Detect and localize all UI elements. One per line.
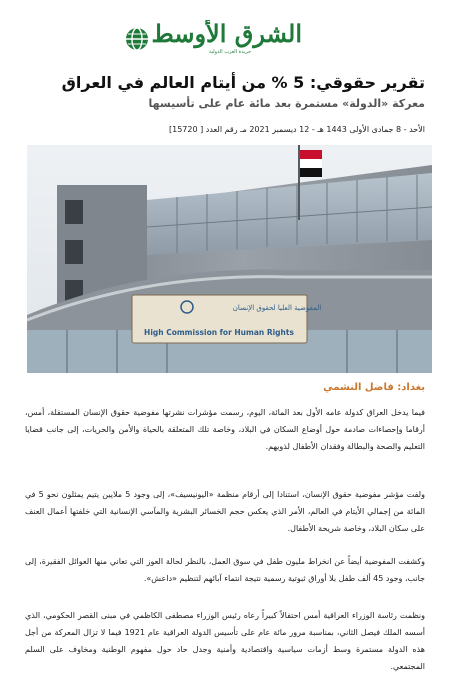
sign-english-text: High Commission for Human Rights [144,328,294,337]
article-byline: بغداد: فاضل النشمي [323,382,425,393]
globe-logo-icon [124,26,150,52]
newspaper-logo: الشرق الأوسط [152,20,302,48]
article-paragraph: ونظمت رئاسة الوزراء العراقية أمس احتفالاً كبيراً رعاه رئيس الوزراء مصطفى الكاظمي في مبنى القصر الحكومي، الذي أسسه الملك فيصل الثاني، بمناسبة مرور مائة عام على تأسيس الدولة العراقية عام 1921 فيما لا تزال المعركة من أجل هذه الدولة مستمرة وسط أزمات سياسية واقتصادية وأمنية وجدل حاد حول مفهوم الوطنية ومخاوف على السلم المجتمعي. [25,611,425,671]
sign-arabic-text: المفوضية العليا لحقوق الإنسان [232,304,322,312]
article-subheadline: معركة «الدولة» مستمرة بعد مائة عام على تأسيسها [148,97,425,110]
newspaper-tagline: جريدة العرب الدولية [208,49,252,55]
article-dateline: الأحد - 8 جمادى الأولى 1443 هـ - 12 ديسمبر 2021 مـ رقم العدد [ 15720] [168,125,425,134]
article-paragraph: فيما يدخل العراق كدولة عامه الأول بعد المائة، اليوم، رسمت مؤشرات نشرتها مفوضية حقوق الإنسان المستقلة، أمس، أرقاما وإحصاءات صادمة حول أوضاع السكان في البلاد، وخاصة تلك المتعلقة بالحياة والأمن والحريات، إلى جانب قضايا التعليم والصحة والبطالة وفقدان الأطفال لذويهم. [25,408,425,451]
masthead [0,18,455,56]
article-headline: تقرير حقوقي: 5 % من أيتام العالم في العراق [61,73,425,92]
article-photo [27,145,432,373]
article-paragraph: ولفت مؤشر مفوضية حقوق الإنسان، استنادا إلى أرقام منظمة «اليونيسيف»، إلى وجود 5 ملايين يتيم يمثلون نحو 5 في المائة من إجمالي الأيتام في العالم، الأمر الذي يعكس حجم الخسائر البشرية والمآسي الإنسانية التي خلفتها أعمال العنف على سكان البلاد، وخاصة شريحة الأطفال. [25,490,425,533]
article-paragraph: وكشفت المفوضية أيضاً عن انخراط مليون طفل في سوق العمل، بالنظر لحالة العوز التي تعاني منها العوائل الفقيرة، إلى جانب، وجود 45 ألف طفل بلا أوراق ثبوتية رسمية نتيجة انتماء آبائهم لتنظيم «داعش». [25,557,425,583]
